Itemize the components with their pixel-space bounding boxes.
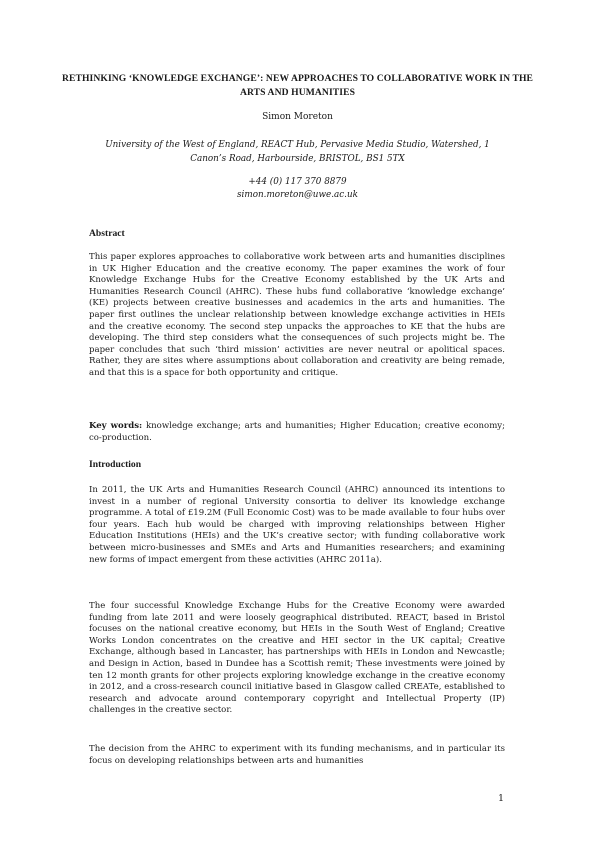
keywords-text: knowledge exchange; arts and humanities; Higher Education; creative economy; co-production. — [89, 421, 506, 443]
author-affiliation: University of the West of England, REACT Hub, Pervasive Media Studio, Watershed, 1 Canon’s Road, Harbourside, BRISTOL, BS1 5TX — [105, 140, 490, 164]
author-contact — [60, 176, 535, 202]
intro-paragraph-3: The decision from the AHRC to experiment with its funding mechanisms, and in particular its focus on developing relationships between arts and humanities — [89, 744, 505, 766]
author-email: simon.moreton@uwe.ac.uk — [237, 190, 358, 200]
keywords — [89, 421, 505, 444]
intro-paragraph-1: In 2011, the UK Arts and Humanities Research Council (AHRC) announced its intentions to invest in a number of regional University consortia to deliver its knowledge exchange programme. A total of £19.2M (Full Economic Cost) was to be made available to four hubs over four years. Each hub would be charged with improving relationships between Higher Education Institutions (HEIs) and the UK’s creative sector; with funding collaborative work between micro-businesses and SMEs and Arts and Humanities researchers; and examining new forms of impact emergent from these activities (AHRC 2011a). — [89, 485, 505, 565]
author-name: Simon Moreton — [262, 112, 333, 122]
keywords-label: Key words: — [89, 421, 143, 431]
paper-title: RETHINKING ‘KNOWLEDGE EXCHANGE’: NEW APPROACHES TO COLLABORATIVE WORK IN THE ARTS AND HUMANITIES — [61, 73, 534, 98]
author-phone: +44 (0) 117 370 8879 — [248, 177, 347, 187]
intro-paragraph-2: The four successful Knowledge Exchange Hubs for the Creative Economy were awarded funding from late 2011 and were loosely geographical distributed. REACT, based in Bristol focuses on the national creative economy, but HEIs in the South West of England; Creative Works London concentrates on the creative and HEI sector in the UK capital; Creative Exchange, although based in Lancaster, has partnerships with HEIs in London and Newcastle; and Design in Action, based in Dundee has a Scottish remit; These investments were joined by ten 12 month grants for other projects exploring knowledge exchange in the creative economy in 2012, and a cross-research council initiative based in Glasgow called CREATe, established to research and advocate around contemporary copyright and Intellectual Property (IP) challenges in the creative sector. — [89, 601, 505, 716]
page-number: 1 — [497, 793, 505, 804]
introduction-heading: Introduction — [89, 459, 142, 470]
abstract-heading: Abstract — [89, 228, 125, 239]
abstract-text: This paper explores approaches to collaborative work between arts and humanities disciplines in UK Higher Education and the creative economy. The paper examines the work of four Knowledge Exchange Hubs for the Creative Economy established by the UK Arts and Humanities Research Council (AHRC). These hubs fund collaborative ‘knowledge exchange’ (KE) projects between creative businesses and academics in the arts and humanities. The paper first outlines the unclear relationship between knowledge exchange activities in HEIs and the creative economy. The second step unpacks the approaches to KE that the hubs are developing. The third step considers what the consequences of such projects might be. The paper concludes that such ‘third mission’ activities are never neutral or apolitical spaces. Rather, they are sites where assumptions about collaboration and creativity are being remade, and that this is a space for both opportunity and critique. — [89, 252, 505, 378]
